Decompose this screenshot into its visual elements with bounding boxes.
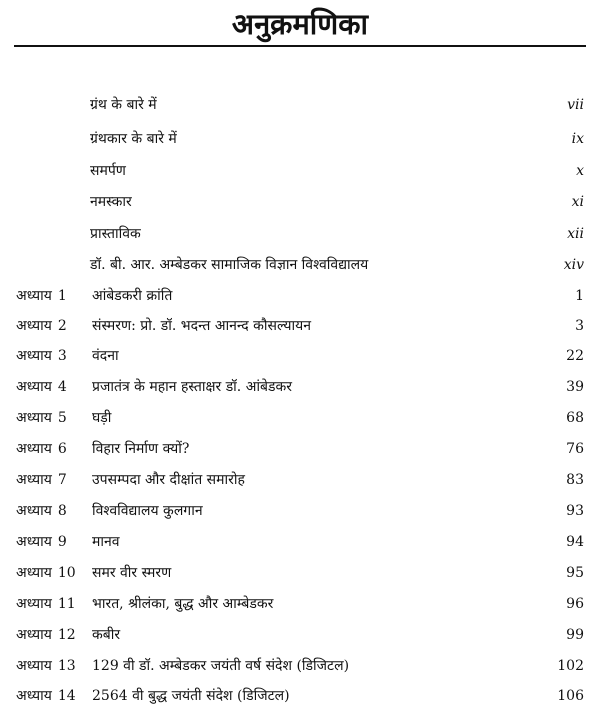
chapter-num: 1 xyxy=(57,288,67,304)
chapter-label: अध्याय xyxy=(16,348,52,364)
toc-chapter-row[interactable] xyxy=(0,281,600,311)
toc-front-row[interactable] xyxy=(0,219,600,249)
toc-entry-title: वंदना xyxy=(92,348,119,364)
toc-entry-page: xi xyxy=(571,194,584,210)
toc-entry-page: 99 xyxy=(566,627,584,643)
toc-entry-title: नमस्कार xyxy=(90,194,132,210)
chapter-label: अध्याय xyxy=(16,441,52,457)
toc-entry-title: प्रास्ताविक xyxy=(90,226,141,242)
toc-entry-page: xii xyxy=(567,226,584,242)
chapter-label: अध्याय xyxy=(16,288,52,304)
toc-entry-page: xiv xyxy=(563,257,584,273)
toc-entry-page: 68 xyxy=(566,410,584,426)
chapter-label: अध्याय xyxy=(16,627,52,643)
toc-entry-page: vii xyxy=(567,97,584,113)
chapter-number xyxy=(16,341,67,371)
chapter-number xyxy=(16,589,76,619)
toc-entry-title: उपसम्पदा और दीक्षांत समारोह xyxy=(92,472,245,488)
chapter-num: 4 xyxy=(57,379,67,395)
page-title: अनुक्रमणिका xyxy=(231,7,369,41)
toc-chapter-row[interactable] xyxy=(0,434,600,464)
toc-entry-title: 2564 वी बुद्ध जयंती संदेश (डिजिटल) xyxy=(92,688,290,704)
toc-entry-title: समर वीर स्मरण xyxy=(92,565,172,581)
toc-chapter-row[interactable] xyxy=(0,527,600,557)
chapter-label: अध्याय xyxy=(16,565,52,581)
toc-front-row[interactable] xyxy=(0,156,600,186)
toc-entry-title: मानव xyxy=(92,534,120,550)
chapter-label: अध्याय xyxy=(16,318,52,334)
chapter-label: अध्याय xyxy=(16,658,52,674)
chapter-label: अध्याय xyxy=(16,534,52,550)
toc-front-row[interactable] xyxy=(0,187,600,217)
toc-front-row[interactable] xyxy=(0,90,600,120)
chapter-num: 6 xyxy=(57,441,67,457)
chapter-number xyxy=(16,651,76,681)
toc-entry-title: प्रजातंत्र के महान हस्ताक्षर डॉ. आंबेडकर xyxy=(92,379,292,395)
chapter-label: अध्याय xyxy=(16,596,52,612)
chapter-num: 13 xyxy=(57,658,76,674)
toc-front-row[interactable] xyxy=(0,250,600,280)
toc-entry-title: घड़ी xyxy=(92,410,112,426)
toc-entry-page: x xyxy=(576,163,584,179)
toc-chapter-row[interactable] xyxy=(0,372,600,402)
toc-chapter-row[interactable] xyxy=(0,496,600,526)
chapter-number xyxy=(16,311,67,341)
toc-entry-page: 96 xyxy=(566,596,584,612)
toc-chapter-row[interactable] xyxy=(0,311,600,341)
toc-chapter-row[interactable] xyxy=(0,651,600,681)
title-underline xyxy=(14,45,586,47)
toc-chapter-row[interactable] xyxy=(0,341,600,371)
toc-entry-title: आंबेडकरी क्रांति xyxy=(92,288,173,304)
chapter-number xyxy=(16,434,67,464)
toc-front-row[interactable] xyxy=(0,124,600,154)
toc-entry-title: कबीर xyxy=(92,627,121,643)
toc-entry-page: 76 xyxy=(566,441,584,457)
toc-entry-page: 95 xyxy=(566,565,584,581)
chapter-num: 5 xyxy=(57,410,67,426)
chapter-number xyxy=(16,558,76,588)
toc-entry-page: 94 xyxy=(566,534,584,550)
toc-entry-title: समर्पण xyxy=(90,163,126,179)
chapter-num: 10 xyxy=(57,565,76,581)
chapter-number xyxy=(16,372,67,402)
toc-chapter-row[interactable] xyxy=(0,681,600,711)
chapter-label: अध्याय xyxy=(16,379,52,395)
toc-entry-page: 3 xyxy=(575,318,584,334)
chapter-num: 11 xyxy=(57,596,76,612)
chapter-number xyxy=(16,403,67,433)
chapter-num: 12 xyxy=(57,627,76,643)
toc-entry-page: 102 xyxy=(557,658,584,674)
toc-chapter-row[interactable] xyxy=(0,620,600,650)
toc-entry-title: ग्रंथ के बारे में xyxy=(90,97,157,113)
chapter-num: 7 xyxy=(57,472,67,488)
toc-entry-title: विहार निर्माण क्यों? xyxy=(92,441,190,457)
chapter-number xyxy=(16,527,67,557)
chapter-number xyxy=(16,620,76,650)
chapter-num: 8 xyxy=(57,503,67,519)
chapter-number xyxy=(16,681,76,711)
toc-entry-title: विश्वविद्यालय कुलगान xyxy=(92,503,203,519)
chapter-num: 2 xyxy=(57,318,67,334)
chapter-label: अध्याय xyxy=(16,503,52,519)
chapter-label: अध्याय xyxy=(16,410,52,426)
toc-entry-title: 129 वी डॉ. अम्बेडकर जयंती वर्ष संदेश (डिजिटल) xyxy=(92,658,350,674)
toc-chapter-row[interactable] xyxy=(0,465,600,495)
chapter-number xyxy=(16,281,67,311)
toc-entry-title: भारत, श्रीलंका, बुद्ध और आम्बेडकर xyxy=(92,596,274,612)
toc-entry-page: ix xyxy=(571,131,584,147)
toc-entry-page: 22 xyxy=(566,348,584,364)
toc-chapter-row[interactable] xyxy=(0,558,600,588)
chapter-label: अध्याय xyxy=(16,688,52,704)
toc-chapter-row[interactable] xyxy=(0,403,600,433)
toc-entry-page: 1 xyxy=(575,288,584,304)
toc-entry-title: डॉ. बी. आर. अम्बेडकर सामाजिक विज्ञान विश्वविद्यालय xyxy=(90,257,369,273)
toc-entry-title: ग्रंथकार के बारे में xyxy=(90,131,177,147)
chapter-num: 14 xyxy=(57,688,76,704)
toc-entry-page: 106 xyxy=(557,688,584,704)
toc-entry-page: 83 xyxy=(566,472,584,488)
chapter-num: 3 xyxy=(57,348,67,364)
chapter-number xyxy=(16,496,67,526)
chapter-num: 9 xyxy=(57,534,67,550)
chapter-label: अध्याय xyxy=(16,472,52,488)
chapter-number xyxy=(16,465,67,495)
toc-entry-page: 93 xyxy=(566,503,584,519)
toc-entry-title: संस्मरण: प्रो. डॉ. भदन्त आनन्द कौसल्यायन xyxy=(92,318,311,334)
toc-chapter-row[interactable] xyxy=(0,589,600,619)
toc-entry-page: 39 xyxy=(566,379,584,395)
